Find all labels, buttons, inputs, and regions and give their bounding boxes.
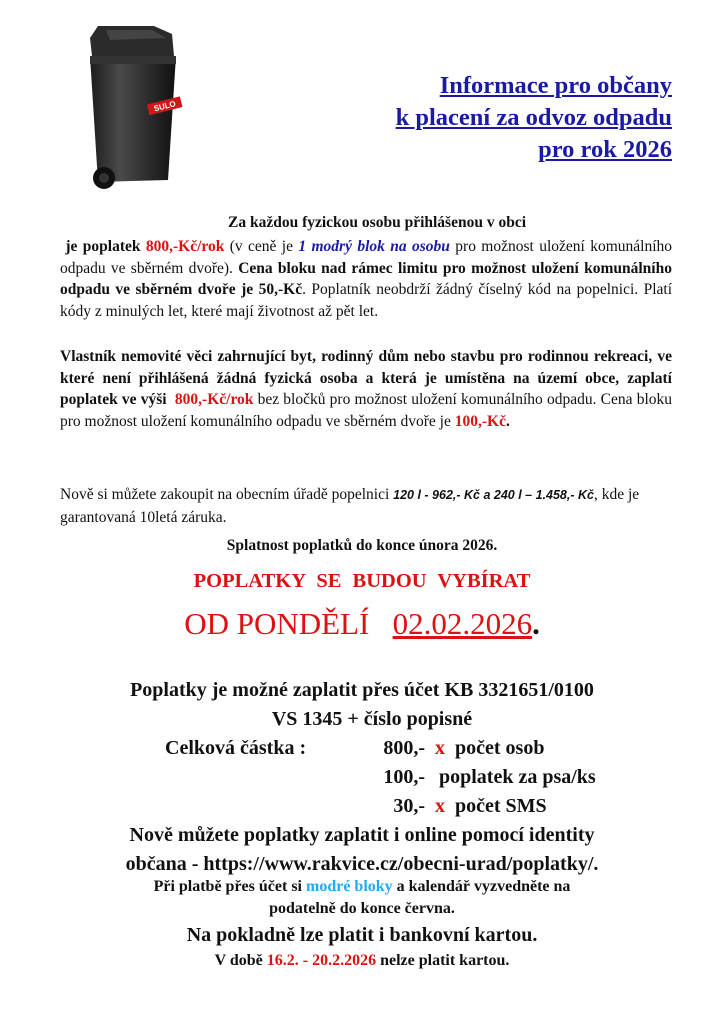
- intro-text-a: je poplatek: [65, 238, 146, 255]
- blue-block-note: 1 modrý blok na osobu: [298, 238, 450, 255]
- owner-rest: bez bločků pro možnost uložení komunálního odpadu. Cena bloku pro možnost uložení komunálního odpadu ve sběrném dvoře je: [60, 391, 673, 430]
- online-payment-line-1: Nově můžete poplatky zaplatit i online pomocí identity: [129, 824, 595, 846]
- collection-date-line: [0, 606, 724, 642]
- no-card-text-b: nelze platit kartou.: [376, 952, 510, 969]
- collection-heading: POPLATKY SE BUDOU VYBÍRAT: [193, 570, 531, 592]
- waste-bin-image: [76, 22, 196, 192]
- multiply-sms: x: [435, 795, 445, 817]
- multiply-persons: x: [435, 737, 445, 759]
- owner-end: .: [505, 412, 510, 430]
- bins-text-b: , kde je garantovaná 10letá záruka.: [60, 486, 640, 526]
- collection-dot: .: [532, 606, 540, 641]
- amount-sms: 30,-: [393, 795, 425, 817]
- no-card-note: [0, 952, 724, 970]
- title-line-1: Informace pro občany: [439, 72, 672, 99]
- title-line-2: k placení za odvoz odpadu: [395, 104, 672, 131]
- bins-text-a: Nově si můžete zakoupit na obecním úřadě popelnici: [60, 486, 394, 503]
- card-payment-note: Na pokladně lze platit i bankovní kartou.: [186, 924, 538, 946]
- intro-text-b: (v ceně je: [224, 238, 299, 255]
- multiply-dog: [425, 763, 439, 792]
- pickup-text-a: Při platbě přes účet si: [153, 878, 306, 895]
- total-label: Celková částka :: [165, 737, 307, 759]
- amount-dog: 100,-: [383, 766, 425, 788]
- online-payment-line-2: občana - https://www.rakvice.cz/obecni-urad/poplatky/.: [125, 853, 599, 875]
- bin-logo: SULO: [152, 99, 177, 114]
- bin-prices: 120 l - 962,- Kč a 240 l – 1.458,- Kč: [393, 488, 594, 502]
- pickup-text-b: a kalendář vyzvedněte na: [392, 878, 571, 895]
- bins-paragraph: [60, 484, 672, 528]
- blue-blocks: modré bloky: [305, 878, 393, 895]
- dog-label: poplatek za psa/ks: [439, 766, 596, 788]
- owner-block-price: 100,-Kč: [454, 412, 506, 430]
- total-row-3: [0, 792, 724, 821]
- bank-account: Poplatky je možné zaplatit přes účet KB 3321651/0100: [130, 679, 594, 701]
- collection-date: 02.02.2026: [392, 606, 533, 641]
- owner-paragraph: [60, 346, 672, 432]
- block-price-note: Cena bloku nad rámec limitu pro možnost uložení komunálního odpadu ve sběrném dvoře je 50,-Kč: [60, 259, 672, 298]
- intro-paragraph: [60, 236, 672, 322]
- total-row-1: [0, 734, 724, 763]
- total-row-2: [0, 763, 724, 792]
- pickup-text-2: podatelně do konce června.: [269, 900, 455, 917]
- intro-text-d: . Poplatník neobdrží žádný číselný kód na popelnici. Platí kódy z minulých let, které mají životnost až pět let.: [60, 281, 672, 320]
- title-line-3: pro rok 2026: [538, 136, 672, 163]
- persons-label: počet osob: [455, 737, 545, 759]
- person-fee: 800,-Kč/rok: [145, 238, 225, 255]
- owner-fee: 800,-Kč/rok: [174, 391, 254, 408]
- sms-label: počet SMS: [455, 795, 547, 817]
- intro-heading: Za každou fyzickou osobu přihlášenou v obci: [228, 214, 527, 231]
- owner-text: Vlastník nemovité věci zahrnující byt, rodinný dům nebo stavbu pro rodinnou rekreaci, ve které není přihlášená žádná fyzická osoba a která je umístěna na území obce, zaplatí poplatek ve výši: [60, 348, 672, 408]
- no-card-dates: 16.2. - 20.2.2026: [266, 952, 377, 969]
- payment-section: [0, 676, 724, 879]
- amount-persons: 800,-: [383, 737, 425, 759]
- collection-day: OD PONDĚLÍ: [184, 606, 370, 641]
- page-title: [396, 70, 672, 166]
- pickup-note: [0, 876, 724, 920]
- variable-symbol: VS 1345 + číslo popisné: [271, 708, 473, 730]
- intro-text-c: pro možnost uložení komunálního odpadu ve sběrném dvoře).: [60, 238, 673, 277]
- no-card-text-a: V době: [214, 952, 267, 969]
- due-date-note: Splatnost poplatků do konce února 2026.: [226, 537, 498, 554]
